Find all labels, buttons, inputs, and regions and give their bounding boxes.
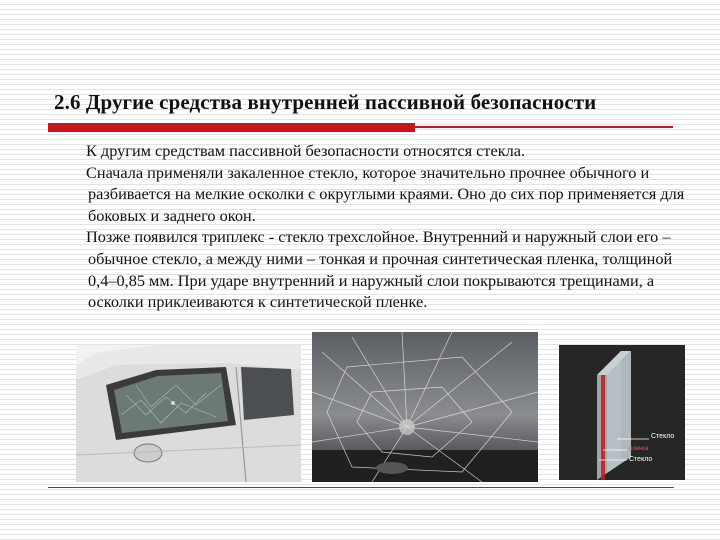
bottom-divider — [48, 487, 674, 488]
label-film: пленка — [629, 446, 649, 452]
paragraph-2: Сначала применяли закаленное стекло, которое значительно прочнее обычного и разбивается на мелкие осколки с округлыми краями. Оно до сих пор применяется для боковых и заднего окон. — [86, 162, 685, 225]
paragraph-3: Позже появился триплекс - стекло трехслойное. Внутренний и наружный слои его – обычное стекло, а между ними – тонкая и прочная синтетическая пленка, толщиной 0,4–0,85 мм. При ударе внутренний и наружный слои покрываются трещинами, а осколки приклеиваются к синтетической пленке. — [86, 227, 673, 312]
slide-title: 2.6 Другие средства внутренней пассивной безопасности — [54, 90, 597, 114]
triplex-glass-diagram — [559, 345, 685, 480]
paragraph-1: К другим средствам пассивной безопасности относятся стекла. — [86, 141, 526, 160]
car-window-photo — [76, 345, 301, 482]
title-underline-line — [415, 126, 673, 128]
cracked-windshield-photo — [312, 332, 538, 482]
body-text — [66, 140, 686, 313]
label-glass-bottom: Стекло — [629, 456, 653, 463]
label-glass-top: Стекло — [651, 433, 675, 440]
title-underline-bar — [48, 123, 415, 132]
